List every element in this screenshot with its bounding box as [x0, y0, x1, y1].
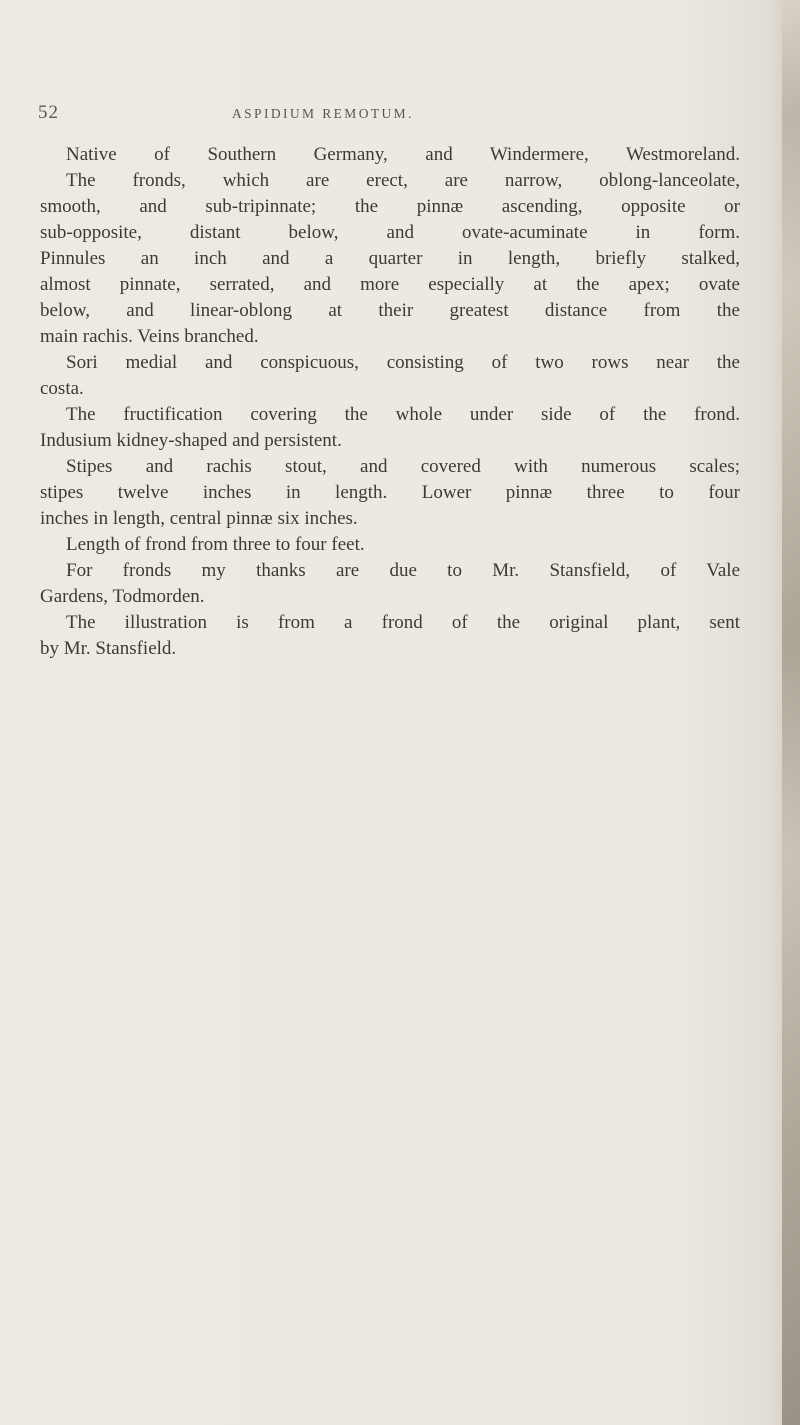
text-line: Indusium kidney-shaped and persistent. [40, 430, 342, 451]
page-header [0, 100, 800, 130]
text-line: almost pinnate, serrated, and more especially at the apex; ovate [40, 274, 740, 295]
page-edge [782, 0, 800, 1425]
running-head: ASPIDIUM REMOTUM. [232, 106, 414, 121]
text-line: For fronds my thanks are due to Mr. Stansfield, of Vale [66, 560, 740, 581]
text-line: sub-opposite, distant below, and ovate-acuminate in form. [40, 222, 740, 243]
text-line: The fronds, which are erect, are narrow, oblong-lanceolate, [66, 170, 740, 191]
text-line: Gardens, Todmorden. [40, 586, 205, 607]
text-line: by Mr. Stansfield. [40, 638, 177, 659]
text-line: stipes twelve inches in length. Lower pinnæ three to four [40, 482, 740, 503]
text-line: inches in length, central pinnæ six inches. [40, 508, 358, 529]
text-line: main rachis. Veins branched. [40, 326, 259, 347]
text-line: Length of frond from three to four feet. [66, 534, 365, 555]
text-line: Pinnules an inch and a quarter in length, briefly stalked, [40, 248, 740, 269]
text-line: Sori medial and conspicuous, consisting of two rows near the [66, 352, 740, 373]
text-line: smooth, and sub-tripinnate; the pinnæ ascending, opposite or [40, 196, 740, 217]
text-line: Stipes and rachis stout, and covered with numerous scales; [66, 456, 740, 477]
text-line: costa. [40, 378, 84, 399]
page-number: 52 [38, 102, 59, 123]
body-text [40, 142, 740, 662]
text-line: The illustration is from a frond of the original plant, sent [66, 612, 740, 633]
text-line: Native of Southern Germany, and Windermere, Westmoreland. [66, 144, 740, 165]
text-line: below, and linear-oblong at their greatest distance from the [40, 300, 740, 321]
text-line: The fructification covering the whole under side of the frond. [66, 404, 740, 425]
